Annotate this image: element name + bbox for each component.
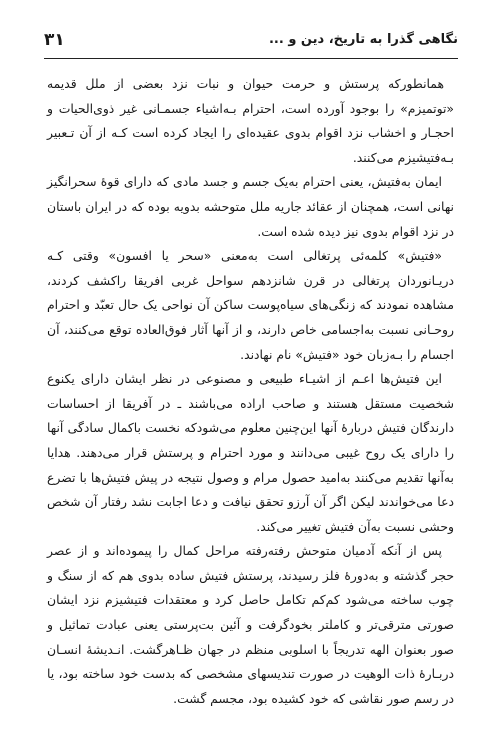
- header-rule: [44, 58, 458, 59]
- paragraph-2: ایمان به‌فتیش، یعنی احترام به‌یک جسم و جسد مادی که دارای قوهٔ سحرانگیز نهانی است، همچنان از عقائد جاریه ملل متوحشه بدویه بوده که در ایران باستان در نزد اقوام بدوی نیز دیده شده است.: [47, 174, 454, 239]
- page-header: [44, 30, 458, 54]
- page-number: ۳۱: [44, 30, 65, 50]
- body-text: [47, 72, 454, 711]
- running-title: نگاهی گذرا به تاریخ، دین و ...: [268, 32, 458, 47]
- paragraph-5: پس از آنکه آدمیان متوحش رفته‌رفته مراحل کمال را پیموده‌اند و از عصر حجر گذشته و به‌دورهٔ فلز رسیدند، پرستش فتیش ساده بدوی هم که از سنگ و چوب ساخته می‌شود کم‌کم تکامل حاصل کرد و معتقدات فتیشیزم نزد ایشان صورتی مترقی‌تر و کاملتر بخودگرفت و آئین بت‌پرستی یعنی عبادت تماثیل و صور بعنوان الهه تدریجاً با اسلوبی منظم در جهان ظـاهرگشت. انـدیشهٔ انسـان دربـارهٔ ذات الوهیت در صورت تندیسهای مشخصی که بدست خود ساخته بود، یا در رسم صور نقاشی که خود کشیده بود، مجسم گشت.: [47, 543, 454, 706]
- paragraph-4: این فتیش‌ها اعـم از اشیـاء طبیعی و مصنوعی در نظر ایشان دارای یکنوع شخصیت مستقل هستند و صاحب اراده می‌باشند ـ در آفریقا از احساسات دارندگان فتیش دربارهٔ آنها این‌چنین معلوم می‌شودکه نخست باکمال سادگی آنها را دارای یک روح غیبی می‌دانند و مورد احترام و پرستش قرار می‌دهند. هدایا به‌آنها تقدیم می‌کنند به‌امید حصول مرام و وصول نتیجه در پیش فتیش‌ها با تضرع دعا می‌خواندند لیکن اگر آن آرزو تحقق نیافت و دعا اجابت نشد رفتار آن شخص وحشی نسبت به‌آن فتیش تغییر می‌کند.: [47, 371, 454, 534]
- paragraph-3: «فتیش» کلمه‌ئی پرتغالی است به‌معنی «سحر یا افسون» وقتی کـه دریـانوردان پرتغالی در قرن شانزدهم سواحل غربی افریقا راکشف کردند، مشاهده نمودند که زنگی‌های سیاه‌پوست ساکن آن نواحی یک حال تعبّد و احترام روحـانی نسبت به‌اجسامی خاص دارند، و از آنها آثار فوق‌العاده توقع می‌کنند، آن اجسام را بـه‌زبان خود «فتیش» نام نهادند.: [47, 248, 454, 362]
- paragraph-1: همانطورکه پرستش و حرمت حیوان و نبات نزد بعضی از ملل قدیمه «توتمیزم» را بوجود آورده است، احترام بـه‌اشیاء جسمـانی غیر ذوی‌الحیات و احجـار و اخشاب نزد اقوام بدوی عقیده‌ای را ایجاد کرده است کـه از آن تـعبیر بـه‌فتیشیزم می‌کنند.: [47, 76, 454, 165]
